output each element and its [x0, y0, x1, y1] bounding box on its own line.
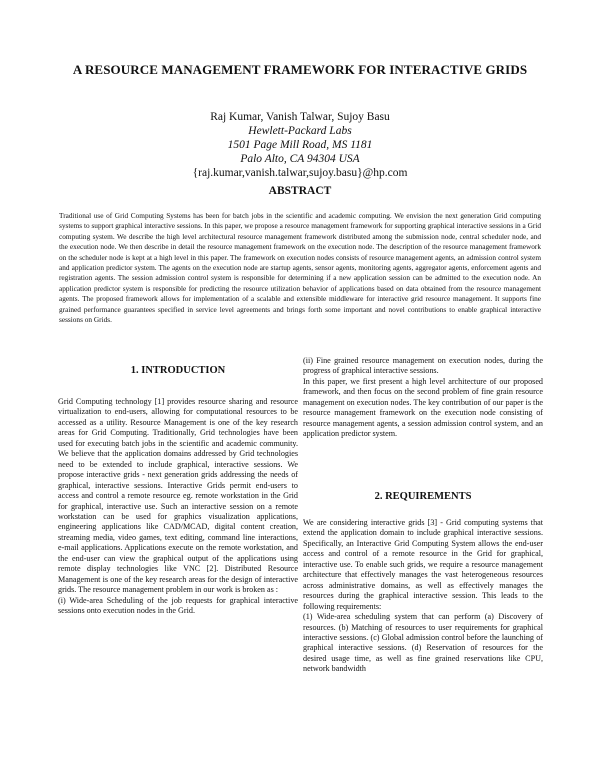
- requirements-paragraph-2: (1) Wide-area scheduling system that can perform (a) Discovery of resources. (b) Matching of resources to user requirements for graphical interactive sessions. (c) Global admission control before the launching of graphical interactive sessions. (d) Reservation of resources for the desired usage time, as well as fine grained reservations like CPU, network bandwidth: [303, 612, 543, 674]
- author-names: Raj Kumar, Vanish Talwar, Sujoy Basu: [210, 111, 390, 123]
- right-paragraph-1: (ii) Fine grained resource management on execution nodes, during the progress of graphical interactive sessions.: [303, 356, 543, 376]
- intro-paragraph-2: (i) Wide-area Scheduling of the job requests for graphical interactive sessions onto execution nodes in the Grid.: [58, 595, 298, 616]
- intro-heading: 1. INTRODUCTION: [130, 365, 226, 376]
- right-column-bottom: [303, 518, 543, 675]
- requirements-heading: 2. REQUIREMENTS: [374, 491, 472, 502]
- author-block: [60, 110, 540, 180]
- author-email: {raj.kumar,vanish.talwar,sujoy.basu}@hp.com: [192, 167, 408, 179]
- address-line-1: 1501 Page Mill Road, MS 1181: [227, 139, 373, 151]
- right-paragraph-2: In this paper, we first present a high level architecture of our proposed framework, and then focus on the second problem of fine grain resource management on execution nodes. The key contribution of our paper is the resource management framework on the execution node consisting of resource management agents, a session admission control system, and an application predictor system.: [303, 376, 543, 439]
- abstract-text: Traditional use of Grid Computing Systems has been for batch jobs in the scientific and academic computing. We envision the next generation Grid computing systems to support graphical interactive sessions. In this paper, we propose a resource management framework for supporting graphical interactive sessions in a Grid computing system. We describe the high level architectural resource management framework distributed among the submission node, central scheduler node, and the execution node. We then describe in detail the resource management framework on the execution node. The description of the resource management framework on the scheduler node is kept at a high level in this paper. The framework on execution nodes consists of resource management agents, an admission control system and application predictor system. The agents on the execution node are startup agents, sensor agents, monitoring agents, aggregator agents, enforcement agents and registration agents. The session admission control system is responsible for determining if a new application session can be admitted to the execution node. An application predictor system is responsible for predicting the resource utilization behavior of applications based on data obtained from the resource management agents. The proposed framework allows for implementation of a scalable and extensible middleware for interactive grid resource management. It supports fine grained performance guarantees specified in service level agreements and brings forth some important and novel contributions to enable graphical interactive sessions on Grids.: [59, 211, 541, 325]
- paper-title: A RESOURCE MANAGEMENT FRAMEWORK FOR INTERACTIVE GRIDS: [72, 62, 528, 77]
- requirements-paragraph-1: We are considering interactive grids [3] - Grid computing systems that extend the application domain to include graphical interactive sessions. Specifically, an Interactive Grid Computing System allows the end-user access and control of a remote resource in the Grid for graphical, interactive use. To enable such grids, we require a resource management architecture that effectively manages the vast heterogeneous resources across administrative domains, as well as effectively manages the resources during the graphical interactive session. This leads to the following requirements:: [303, 518, 543, 611]
- intro-paragraph-1: Grid Computing technology [1] provides resource sharing and resource virtualization to end-users, allowing for computational resources to be accessed as a utility. Resource Management is one of the key research areas for Grid Computing. Traditionally, Grid technologies have been used for executing batch jobs in the scientific and academic community. We believe that the application domains addressed by Grid technologies need to be extended to include graphical, interactive sessions. We propose interactive grids - next generation grids addressing the needs of graphical, interactive sessions. Interactive Grids permit end-users to access and control a remote resource eg. remote workstation in the Grid for graphical, interactive use. Such an interactive session on a remote workstation can be used for graphics visualization applications, engineering applications like CAD/MCAD, digital content creation, streaming media, video games, text editing, command line interactions, e-mail applications. Applications execute on the remote workstation, and the end-user can view the graphical output of the applications using remote display technologies like VNC [2]. Distributed Resource Management is one of the key research areas for the design of interactive grids. The resource management problem in our work is broken as :: [58, 397, 298, 595]
- abstract-heading: ABSTRACT: [268, 185, 332, 197]
- affiliation: Hewlett-Packard Labs: [248, 125, 352, 137]
- right-column-top: [303, 356, 543, 440]
- left-column: [58, 397, 298, 617]
- address-line-2: Palo Alto, CA 94304 USA: [240, 153, 360, 165]
